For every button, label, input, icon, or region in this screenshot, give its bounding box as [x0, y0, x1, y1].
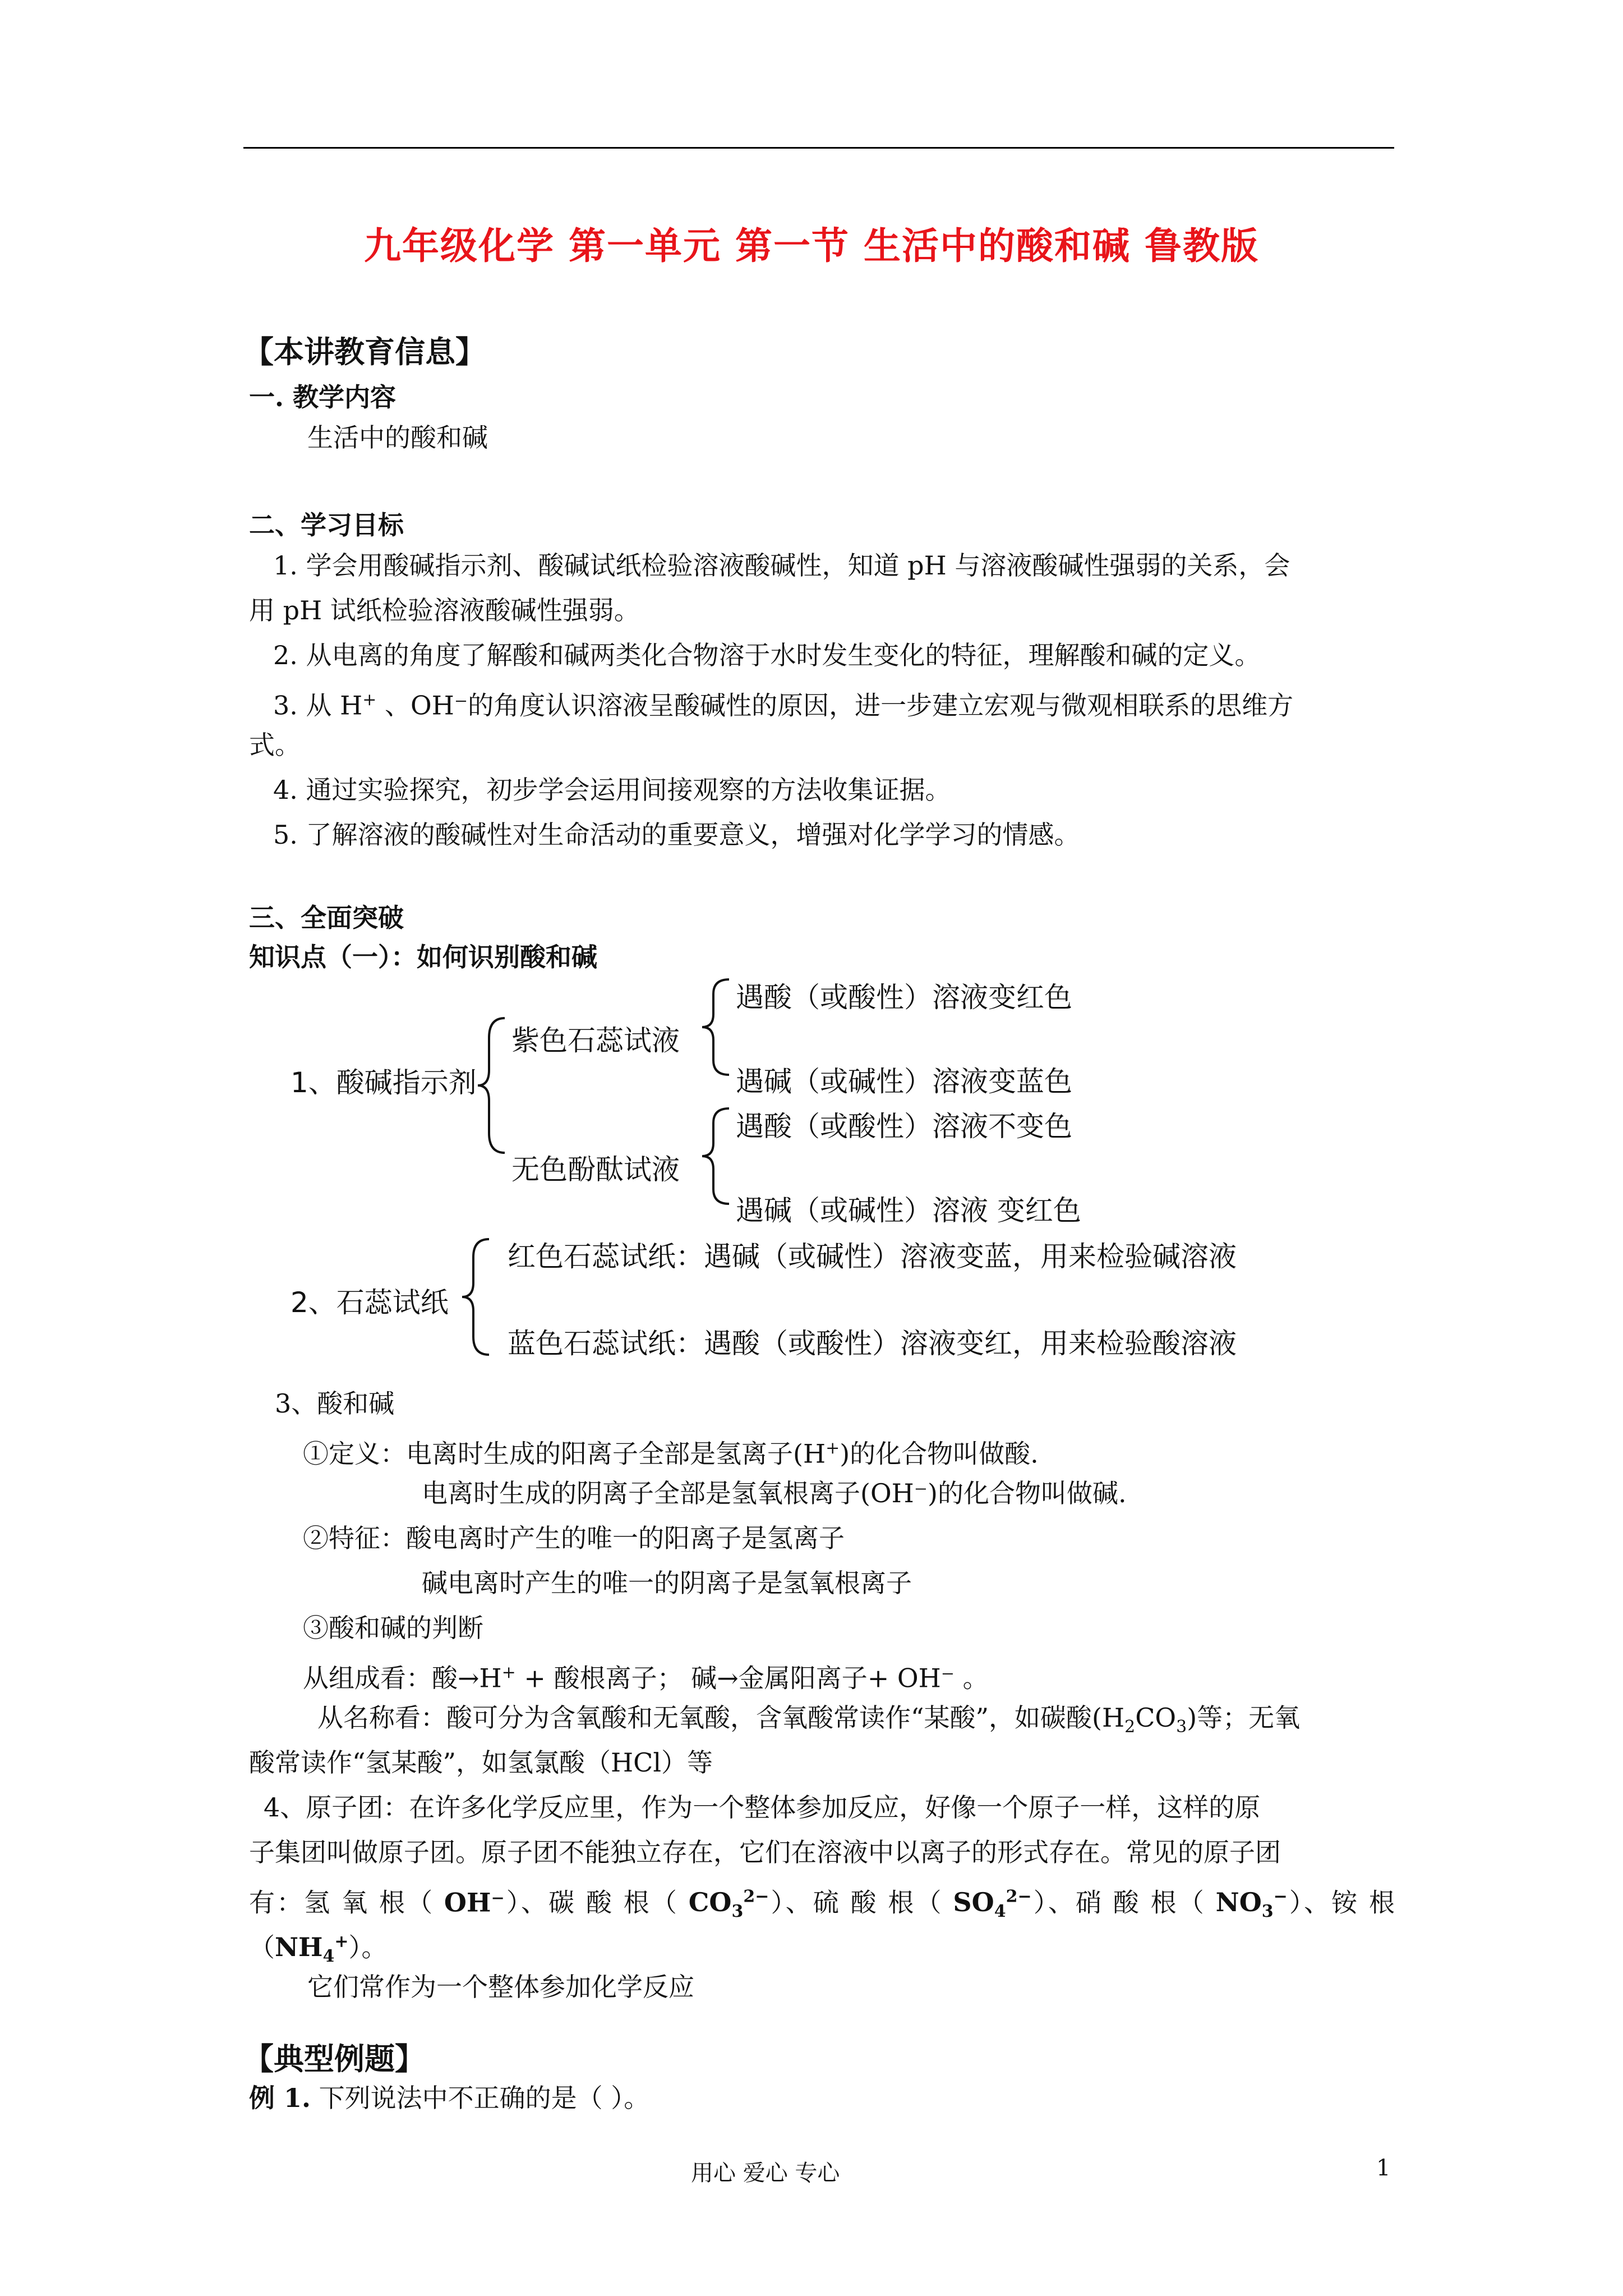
litmus-solution-label: 紫色石蕊试液: [511, 1024, 680, 1057]
phenolphthalein-acid-result: 遇酸（或酸性）溶液不变色: [736, 1110, 1072, 1143]
phenolphthalein-label: 无色酚酞试液: [511, 1153, 680, 1186]
footer-motto: 用心 爱心 专心: [691, 2160, 840, 2186]
goal-3b: 式。: [249, 730, 301, 760]
radical-line-1: 4、原子团：在许多化学反应里，作为一个整体参加反应，好像一个原子一样，这样的原: [264, 1792, 1261, 1823]
radical-summary: 它们常作为一个整体参加化学反应: [307, 1972, 694, 2002]
litmus-base-result: 遇碱（或碱性）溶液变蓝色: [736, 1065, 1072, 1098]
goal-2: 2. 从电离的角度了解酸和碱两类化合物溶于水时发生变化的特征，理解酸和碱的定义。: [273, 640, 1261, 670]
definition-base: 电离时生成的阴离子全部是氢氧根离子(OH⁻)的化合物叫做碱.: [422, 1478, 1127, 1508]
indicator-brace: [477, 1015, 510, 1156]
naming-rule-a: 从名称看：酸可分为含氧酸和无氧酸，含氧酸常读作“某酸”，如碳酸$(H_2CO_3)$等；无氧: [317, 1703, 1301, 1737]
info-header: 【本讲教育信息】: [243, 334, 486, 370]
litmus-acid-result: 遇酸（或酸性）溶液变红色: [736, 981, 1072, 1014]
definition-acid: ①定义：电离时生成的阳离子全部是氢离子(H+)的化合物叫做酸.: [303, 1438, 1039, 1469]
phenolphthalein-base-result: 遇碱（或碱性）溶液 变红色: [736, 1194, 1081, 1227]
section-1-content: 生活中的酸和碱: [307, 422, 488, 453]
acid-base-heading: 3、酸和碱: [275, 1388, 395, 1419]
litmus-brace: [701, 977, 735, 1077]
phenolphthalein-brace: [701, 1106, 735, 1206]
page-title: 九年级化学 第一单元 第一节 生活中的酸和碱 鲁教版: [364, 224, 1259, 268]
section-3-heading: 三、全面突破: [249, 903, 404, 933]
litmus-paper-brace: [461, 1237, 495, 1358]
knowledge-point-1: 知识点（一）：如何识别酸和碱: [249, 942, 597, 972]
radical-line-3: 有：氢 氧 根（ OH⁻）、碳 酸 根（ $CO_3^{2-}$）、硫 酸 根（ $SO_4^{2-}$）、硝 酸 根（ $NO_3^-$）、铵 根: [249, 1887, 1395, 1922]
radical-line-2: 子集团叫做原子团。原子团不能独立存在，它们在溶液中以离子的形式存在。常见的原子团: [249, 1837, 1281, 1867]
section-2-heading: 二、学习目标: [249, 510, 404, 540]
goal-4: 4. 通过实验探究，初步学会运用间接观察的方法收集证据。: [273, 775, 951, 805]
radical-line-4: $(NH_4^+)$。: [249, 1932, 388, 1967]
red-litmus-paper: 红色石蕊试纸：遇碱（或碱性）溶液变蓝，用来检验碱溶液: [508, 1240, 1237, 1273]
goal-1a: 1. 学会用酸碱指示剂、酸碱试纸检验溶液酸碱性，知道 pH 与溶液酸碱性强弱的关系，会: [273, 550, 1290, 581]
goal-3a: 3. 从 H+ 、OH⁻的角度认识溶液呈酸碱性的原因，进一步建立宏观与微观相联系的思维方: [273, 690, 1294, 721]
judgement-heading: ③酸和碱的判断: [303, 1613, 483, 1643]
indicator-label: 1、酸碱指示剂: [291, 1066, 477, 1099]
naming-rule-b: 酸常读作“氢某酸”，如氢氯酸（HCl）等: [249, 1747, 713, 1778]
page-number: 1: [1376, 2155, 1391, 2181]
goal-1b: 用 pH 试纸检验溶液酸碱性强弱。: [249, 595, 640, 625]
goal-5: 5. 了解溶液的酸碱性对生命活动的重要意义，增强对化学学习的情感。: [273, 820, 1080, 850]
header-rule: [243, 147, 1394, 149]
feature-acid: ②特征：酸电离时产生的唯一的阳离子是氢离子: [303, 1523, 845, 1553]
blue-litmus-paper: 蓝色石蕊试纸：遇酸（或酸性）溶液变红，用来检验酸溶液: [508, 1327, 1237, 1360]
composition-rule: 从组成看：酸→H+ + 酸根离子； 碱→金属阳离子+ OH⁻ 。: [303, 1663, 989, 1694]
litmus-paper-label: 2、石蕊试纸: [291, 1286, 449, 1319]
examples-header: 【典型例题】: [243, 2041, 425, 2077]
section-1-heading: 一. 教学内容: [249, 382, 396, 412]
feature-base: 碱电离时产生的唯一的阴离子是氢氧根离子: [422, 1568, 912, 1598]
example-1: 例 1. 下列说法中不正确的是（ ）。: [249, 2083, 650, 2113]
